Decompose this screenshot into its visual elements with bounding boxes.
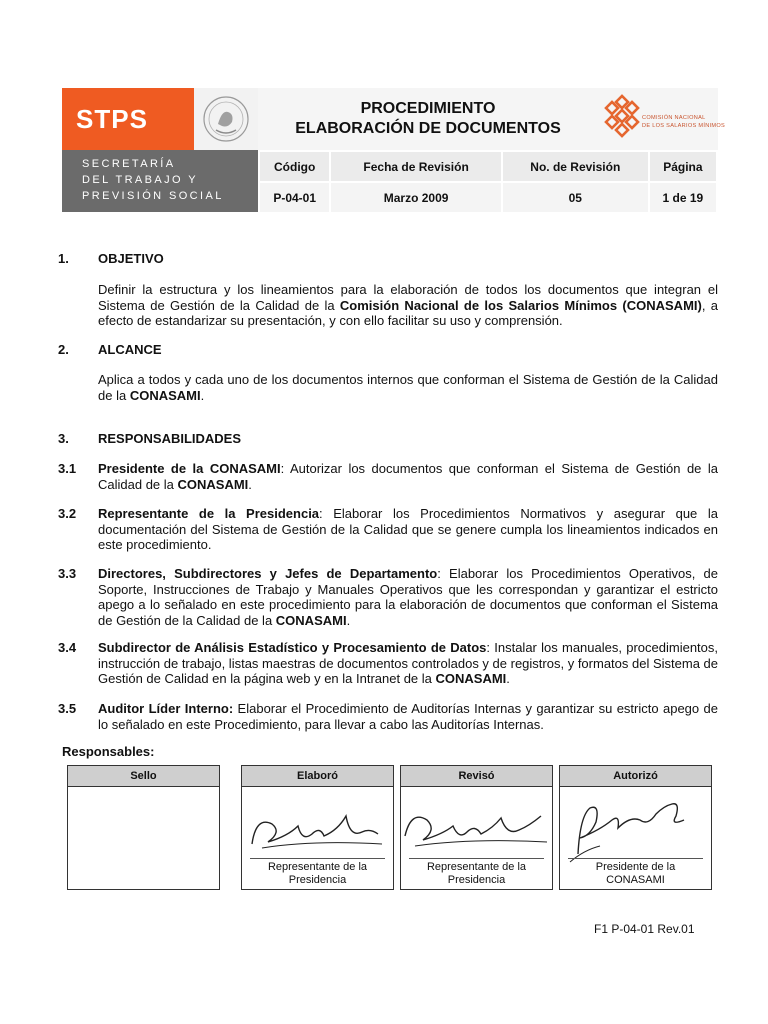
conasami-emblem-icon	[598, 88, 642, 150]
secretaria-block	[62, 150, 258, 212]
item-3-1-bold2: CONASAMI	[177, 476, 249, 492]
item-3-1-number: 3.1	[58, 461, 77, 476]
item-3-4-end: .	[506, 671, 510, 686]
section-1-text-a: Definir la estructura y los lineamientos para la elaboración de todos los documentos que integran el Sistema de Gestión de la Calidad de la	[98, 282, 718, 313]
signature-reviso-name-2: Presidencia	[447, 874, 506, 886]
meta-value-row	[259, 182, 717, 213]
signature-line	[409, 858, 544, 859]
item-3-1-bold: Presidente de la CONASAMI	[98, 461, 281, 476]
signature-box-autorizo	[559, 765, 712, 890]
secretaria-line-3: PREVISIÓN SOCIAL	[82, 190, 224, 202]
signature-box-sello	[67, 765, 220, 890]
title-line-1: PROCEDIMIENTO	[360, 100, 496, 117]
section-2-text-c: .	[200, 387, 205, 403]
signature-box-elaboro-header: Elaboró	[242, 766, 393, 787]
meta-header-codigo: Código	[259, 151, 330, 182]
signature-autorizo-icon	[560, 786, 711, 866]
meta-header-row	[259, 151, 717, 182]
signature-box-autorizo-header: Autorizó	[560, 766, 711, 787]
conasami-logo-line-2: DE LOS SALARIOS MÍNIMOS	[642, 123, 726, 129]
footer-form-code: F1 P-04-01 Rev.01	[594, 922, 695, 936]
item-3-3-bold2: CONASAMI	[275, 612, 347, 628]
section-2-paragraph	[98, 372, 718, 403]
conasami-logo-line-1: COMISIÓN NACIONAL	[642, 115, 706, 121]
item-3-2-number: 3.2	[58, 506, 77, 521]
document-title-area	[258, 88, 598, 150]
signature-elaboro-icon	[242, 786, 393, 866]
conasami-logo	[598, 88, 726, 150]
item-3-1-end: .	[248, 476, 252, 492]
item-3-5-text: Elaborar el Procedimiento de Auditorías Internas y garantizar su estricto apego de lo señalado en este Procedimiento, para llevar a cabo las Auditorías Internas.	[98, 701, 718, 732]
item-3-5-number: 3.5	[58, 701, 77, 716]
signature-elaboro-name-1: Representante de la	[267, 861, 368, 873]
section-2-text-a: Aplica a todos y cada uno de los documentos internos que conforman el Sistema de Gestión de la Calidad de la	[98, 372, 718, 403]
item-3-2-text: : Elaborar los Procedimientos Normativos y asegurar que la documentación del Sistema de Gestión de la Calidad que se genere cumpla los lineamientos indicados en este procedimiento.	[98, 506, 718, 552]
item-3-1-text: : Autorizar los documentos que conforman el Sistema de Gestión de la Calidad de la	[98, 461, 718, 492]
item-3-5-bold: Auditor Líder Interno:	[98, 701, 234, 716]
stps-logo	[62, 88, 194, 150]
meta-value-fecha: Marzo 2009	[330, 182, 501, 213]
item-3-3-text: : Elaborar los Procedimientos Operativos, de Soporte, Instrucciones de Trabajo y Manuales Operativos que les correspondan y garantizar el estricto apego a lo señalado en este procedimiento para la elaboración de documentos que conforman el Sistema de Gestión de la Calidad de la	[98, 566, 718, 628]
item-3-2-paragraph	[98, 506, 718, 553]
signature-reviso-name-1: Representante de la	[426, 861, 527, 873]
item-3-5-paragraph	[98, 701, 718, 732]
item-3-3-end: .	[346, 612, 351, 628]
signature-line	[250, 858, 385, 859]
section-1-text-c: , a efecto de estandarizar su presentación, y con ello facilitar su uso y comprensión.	[98, 297, 718, 328]
meta-header-fecha: Fecha de Revisión	[330, 151, 501, 182]
stps-logo-text: STPS	[76, 104, 148, 134]
item-3-1-paragraph	[98, 461, 718, 492]
section-1-paragraph	[98, 282, 718, 329]
section-2-text-bold: CONASAMI	[129, 387, 201, 403]
responsables-label: Responsables:	[62, 744, 155, 759]
meta-header-revision: No. de Revisión	[502, 151, 649, 182]
item-3-4-bold: Subdirector de Análisis Estadístico y Procesamiento de Datos	[98, 640, 487, 655]
item-3-2-bold: Representante de la Presidencia	[98, 506, 320, 521]
title-line-2: ELABORACIÓN DE DOCUMENTOS	[295, 120, 561, 137]
signature-autorizo-name-2: CONASAMI	[606, 874, 665, 886]
section-2-number: 2.	[58, 342, 69, 357]
signature-box-sello-header: Sello	[68, 766, 219, 787]
meta-value-revision: 05	[502, 182, 649, 213]
section-3-number: 3.	[58, 431, 69, 446]
section-1-text-bold: Comisión Nacional de los Salarios Mínimos (CONASAMI)	[339, 297, 702, 313]
item-3-4-paragraph	[98, 640, 718, 687]
item-3-3-paragraph	[98, 566, 718, 628]
item-3-4-text: : Instalar los manuales, procedimientos, instrucción de trabajo, listas maestras de documentos controlados y de registros, y formatos del Sistema de Gestión de Calidad en la página web y en la Intranet de la	[98, 640, 719, 686]
secretaria-line-2: DEL TRABAJO Y	[82, 174, 198, 186]
signature-autorizo-name-1: Presidente de la	[595, 861, 676, 873]
mexico-seal-icon	[194, 88, 258, 150]
item-3-3-bold: Directores, Subdirectores y Jefes de Departamento	[98, 566, 438, 581]
item-3-4-bold2: CONASAMI	[435, 671, 507, 686]
section-2-title: ALCANCE	[98, 342, 162, 357]
signature-box-reviso-header: Revisó	[401, 766, 552, 787]
secretaria-line-1: SECRETARÍA	[82, 158, 176, 170]
signature-line	[568, 858, 703, 859]
meta-value-pagina: 1 de 19	[649, 182, 717, 213]
meta-value-codigo: P-04-01	[259, 182, 330, 213]
signature-box-reviso	[400, 765, 553, 890]
section-1-number: 1.	[58, 251, 69, 266]
section-1-title: OBJETIVO	[98, 251, 164, 266]
document-meta-table	[258, 150, 718, 214]
signature-elaboro-name-2: Presidencia	[288, 874, 347, 886]
signature-reviso-icon	[401, 786, 552, 866]
meta-header-pagina: Página	[649, 151, 717, 182]
signature-box-elaboro	[241, 765, 394, 890]
item-3-3-number: 3.3	[58, 566, 77, 581]
section-3-title: RESPONSABILIDADES	[98, 431, 242, 446]
item-3-4-number: 3.4	[58, 640, 77, 655]
